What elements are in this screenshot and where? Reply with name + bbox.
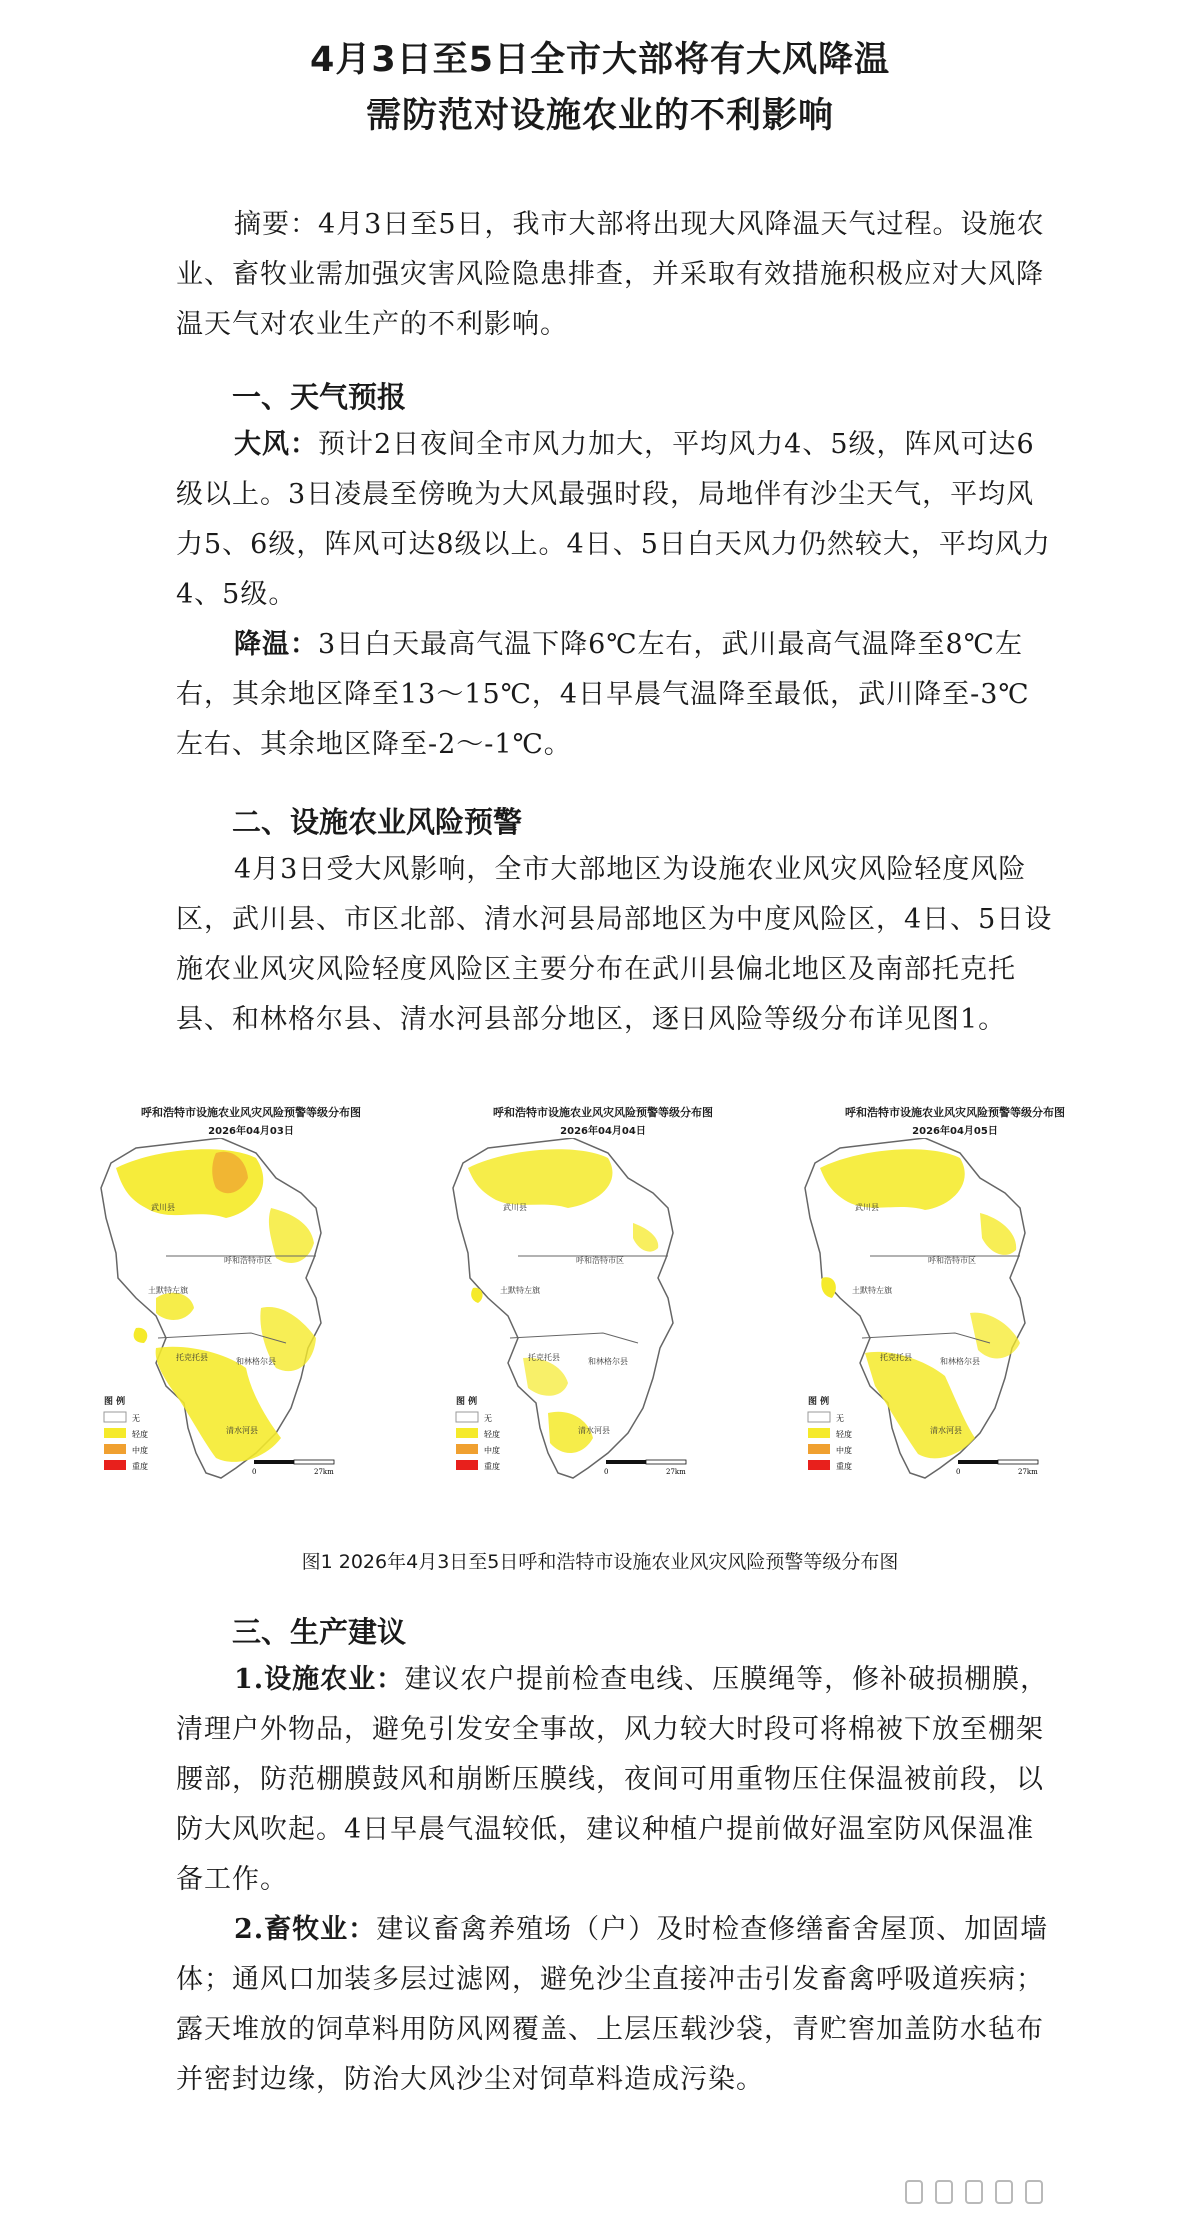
map-title: 呼和浩特市设施农业风灾风险预警等级分布图: [493, 1106, 713, 1119]
label-helin: 和林格尔县: [588, 1357, 628, 1366]
label-helin: 和林格尔县: [236, 1357, 276, 1366]
label-tuoketuo: 托克托县: [176, 1353, 208, 1362]
map-graphic: [428, 1138, 778, 1524]
label-tumote: 土默特左旗: [852, 1286, 892, 1295]
label-city: 呼和浩特市区: [224, 1256, 272, 1265]
legend-none: 无: [132, 1414, 140, 1423]
map-graphic: [780, 1138, 1130, 1524]
cooling-paragraph: [176, 620, 1056, 770]
wind-paragraph: [176, 420, 1056, 620]
map-date: 2026年04月04日: [560, 1126, 646, 1137]
legend-none: 无: [836, 1414, 844, 1423]
map-title: 呼和浩特市设施农业风灾风险预警等级分布图: [141, 1106, 361, 1119]
document-title-line-1: 4月3日至5日全市大部将有大风降温: [309, 40, 891, 80]
section2-body: [176, 845, 1056, 1045]
label-qingshuihe: 清水河县: [578, 1426, 610, 1435]
abstract-text: 摘要：4月3日至5日，我市大部将出现大风降温天气过程。设施农业、畜牧业需加强灾害风险隐患排查，并采取有效措施积极应对大风降温天气对农业生产的不利影响。: [176, 209, 1045, 340]
wind-label: 大风：: [234, 429, 318, 460]
legend-mid: 中度: [484, 1446, 500, 1455]
legend-heavy: 重度: [836, 1462, 852, 1471]
section3-heading: 三、生产建议: [232, 1615, 407, 1649]
label-tuoketuo: 托克托县: [528, 1353, 560, 1362]
cooling-text: 3日白天最高气温下降6℃左右，武川最高气温降至8℃左右，其余地区降至13～15℃，4日早晨气温降至最低，武川降至-3℃左右、其余地区降至-2～-1℃。: [176, 629, 1030, 760]
legend-title: 图 例: [808, 1397, 830, 1407]
scale-zero: 0: [604, 1468, 609, 1476]
map-title: 呼和浩特市设施农业风灾风险预警等级分布图: [845, 1106, 1065, 1119]
scale-km: 27km: [1018, 1468, 1038, 1476]
label-qingshuihe: 清水河县: [226, 1426, 258, 1435]
document-title-line-2: 需防范对设施农业的不利影响: [365, 96, 834, 136]
label-helin: 和林格尔县: [940, 1357, 980, 1366]
abstract-block: [176, 200, 1056, 350]
label-wuchuan: 武川县: [503, 1203, 527, 1212]
watermark-bar: [965, 2180, 983, 2204]
legend-mid: 中度: [132, 1446, 148, 1455]
legend-none: 无: [484, 1414, 492, 1423]
legend-title: 图 例: [104, 1397, 126, 1407]
map-date: 2026年04月03日: [208, 1126, 294, 1137]
risk-map-apr05: [780, 1104, 1130, 1524]
advice-livestock-text: 建议畜禽养殖场（户）及时检查修缮畜舍屋顶、加固墙体；通风口加装多层过滤网，避免沙尘直接冲击引发畜禽呼吸道疾病；露天堆放的饲草料用防风网覆盖、上层压载沙袋，青贮窖加盖防水毡布并密封边缘，防治大风沙尘对饲草料造成污染。: [176, 1914, 1049, 2095]
risk-map-apr03: [76, 1104, 426, 1524]
legend-light: 轻度: [484, 1430, 500, 1439]
scale-km: 27km: [314, 1468, 334, 1476]
label-wuchuan: 武川县: [855, 1203, 879, 1212]
advice-facility-text: 建议农户提前检查电线、压膜绳等，修补破损棚膜，清理户外物品，避免引发安全事故，风力较大时段可将棉被下放至棚架腰部，防范棚膜鼓风和崩断压膜线，夜间可用重物压住保温被前段，以防大风吹起。4日早晨气温较低，建议种植户提前做好温室防风保温准备工作。: [176, 1664, 1049, 1895]
scale-zero: 0: [956, 1468, 961, 1476]
label-tumote: 土默特左旗: [500, 1286, 540, 1295]
section3-body: [176, 1655, 1056, 2105]
section1-body: [176, 420, 1056, 770]
legend-light: 轻度: [132, 1430, 148, 1439]
figure-caption: 图1 2026年4月3日至5日呼和浩特市设施农业风灾风险预警等级分布图: [301, 1551, 899, 1573]
label-qingshuihe: 清水河县: [930, 1426, 962, 1435]
advice-facility-label: 1.设施农业：: [234, 1664, 405, 1695]
map-graphic: [76, 1138, 426, 1524]
legend-title: 图 例: [456, 1397, 478, 1407]
risk-map-apr04: [428, 1104, 778, 1524]
section2-text: 4月3日受大风影响，全市大部地区为设施农业风灾风险轻度风险区，武川县、市区北部、清水河县局部地区为中度风险区，4日、5日设施农业风灾风险轻度风险区主要分布在武川县偏北地区及南部托克托县、和林格尔县、清水河县部分地区，逐日风险等级分布详见图1。: [176, 854, 1053, 1035]
advice-livestock-paragraph: [176, 1905, 1056, 2105]
legend-heavy: 重度: [484, 1462, 500, 1471]
label-city: 呼和浩特市区: [576, 1256, 624, 1265]
watermark-bar: [995, 2180, 1013, 2204]
watermark-bar: [1025, 2180, 1043, 2204]
label-wuchuan: 武川县: [151, 1203, 175, 1212]
label-tuoketuo: 托克托县: [880, 1353, 912, 1362]
watermark-bar: [905, 2180, 923, 2204]
label-tumote: 土默特左旗: [148, 1286, 188, 1295]
scale-km: 27km: [666, 1468, 686, 1476]
cooling-label: 降温：: [234, 629, 318, 660]
map-date: 2026年04月05日: [912, 1126, 998, 1137]
legend-light: 轻度: [836, 1430, 852, 1439]
legend-mid: 中度: [836, 1446, 852, 1455]
section1-heading: 一、天气预报: [232, 380, 407, 414]
advice-facility-paragraph: [176, 1655, 1056, 1905]
watermark-bars: [905, 2180, 1043, 2204]
wind-text: 预计2日夜间全市风力加大，平均风力4、5级，阵风可达6级以上。3日凌晨至傍晚为大风最强时段，局地伴有沙尘天气，平均风力5、6级，阵风可达8级以上。4日、5日白天风力仍然较大，平均风力4、5级。: [176, 429, 1051, 610]
risk-map-figure: [76, 1104, 1136, 1524]
legend-heavy: 重度: [132, 1462, 148, 1471]
label-city: 呼和浩特市区: [928, 1256, 976, 1265]
watermark-bar: [935, 2180, 953, 2204]
section2-heading: 二、设施农业风险预警: [232, 805, 523, 839]
scale-zero: 0: [252, 1468, 257, 1476]
advice-livestock-label: 2.畜牧业：: [234, 1914, 377, 1945]
